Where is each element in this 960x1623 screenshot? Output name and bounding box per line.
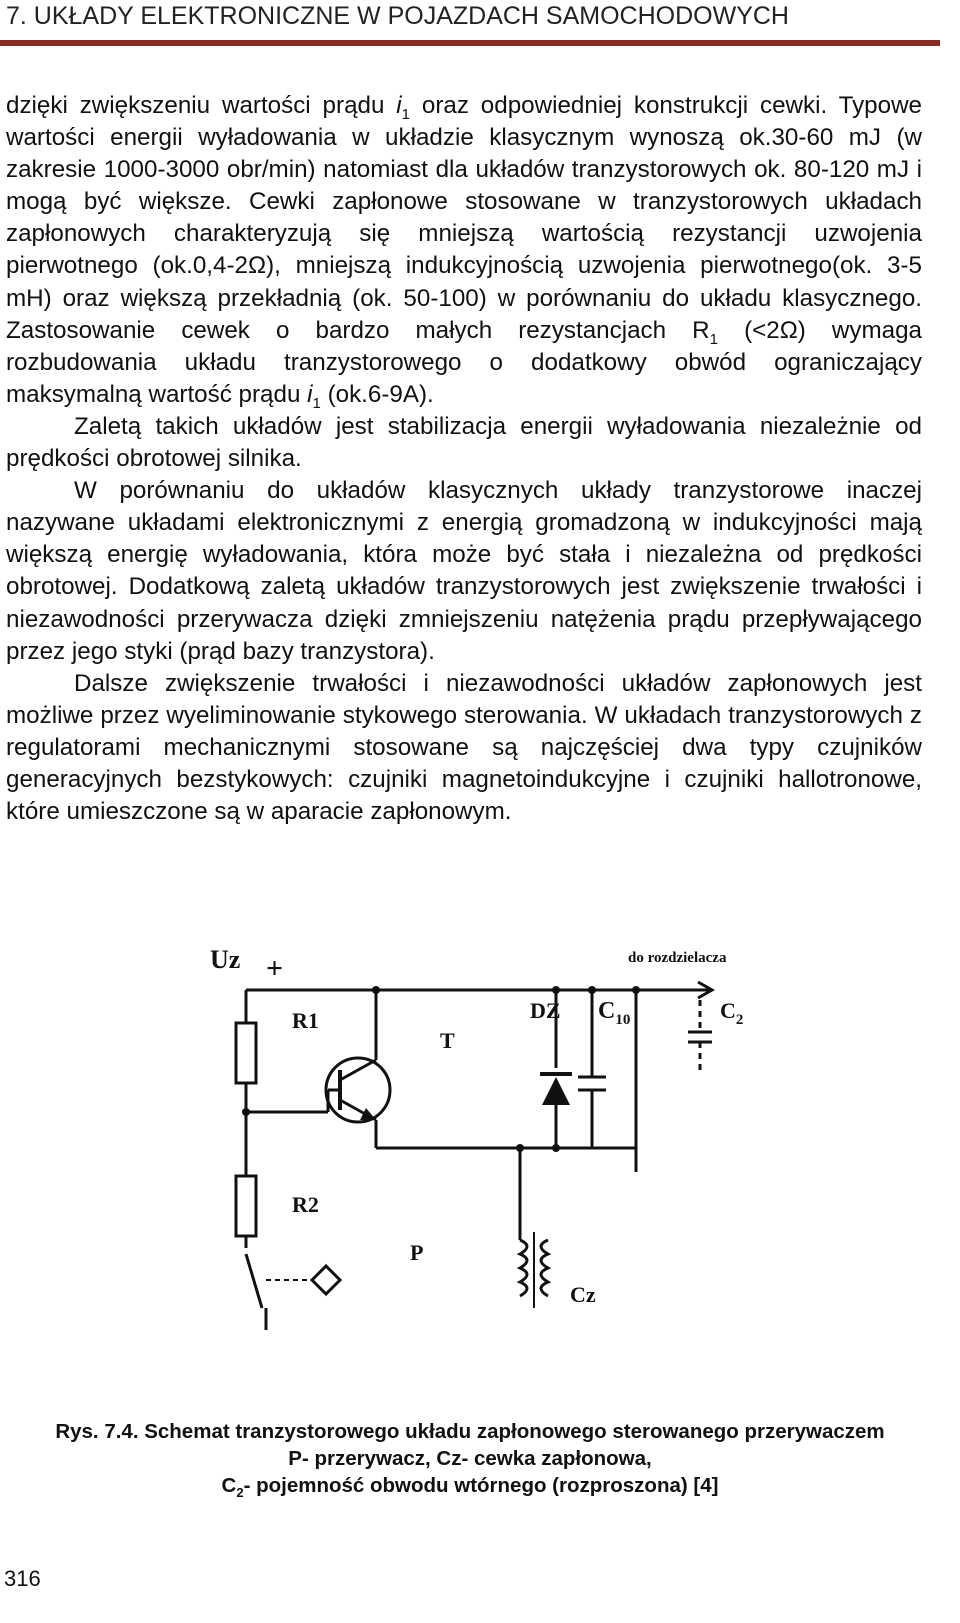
label-dz: DZ <box>530 998 561 1023</box>
header-rule <box>0 40 940 46</box>
label-t: T <box>440 1028 455 1053</box>
junction-zener-top <box>552 986 560 994</box>
ignition-circuit-diagram <box>200 940 760 1340</box>
label-c2: $C_2$ <box>720 998 744 1028</box>
label-c10: $C_{10}$ <box>598 998 631 1028</box>
breaker-contact <box>246 1254 262 1308</box>
label-r1: R1 <box>292 1008 319 1033</box>
label-p: P <box>410 1240 424 1265</box>
junction-r1 <box>242 1108 250 1116</box>
body-text <box>6 90 922 828</box>
figure-caption <box>0 1418 940 1499</box>
var-i1: i <box>396 92 402 119</box>
label-uz: Uz <box>210 945 241 974</box>
paragraph-2: Zaletą takich układów jest stabilizacja energii wyładowania niezależnie od prędkości obrotowej silnika. <box>6 412 922 473</box>
junction-collector <box>372 986 380 994</box>
coil-secondary <box>541 1240 548 1296</box>
var-i1-second: i <box>307 380 313 408</box>
label-cz: Cz <box>570 1282 596 1307</box>
junction-cap-top <box>588 986 596 994</box>
resistor-r2 <box>236 1176 256 1236</box>
coil-primary <box>520 1240 527 1296</box>
paragraph-1: dzięki zwiększeniu wartości prądu $i_1$ oraz odpowiedniej konstrukcji cewki. Typowe wartości energii wyładowania w układzie klasycznym wynoszą ok.30-60 mJ (w zakresie 1000-3000 obr/min) natomiast dla układów tranzystorowych ok. 80-120 mJ i mogą być większe. Cewki zapłonowe stosowane w tranzystorowych układach zapłonowych charakteryzują się mniejszą wartością rezystancji uzwojenia pierwotnego (ok.0,4-2Ω), mniejszą indukcyjnością uzwojenia pierwotnego(ok. 3-5 mH) oraz większą przekładnią (ok. 50-100) w porównaniu do układu klasycznego. Zastosowanie cewek o bardzo małych rezystancjach $R_1$ (<2Ω) wymaga rozbudowania układu tranzystorowego o dodatkowy obwód ograniczający maksymalną wartość prądu $i_1$ (ok.6-9A). <box>6 92 923 412</box>
zener-diode <box>542 1077 570 1105</box>
breaker-p-diamond <box>312 1266 340 1294</box>
paragraph-4: Dalsze zwiększenie trwałości i niezawodności układów zapłonowych jest możliwe przez wyeliminowanie stykowego sterowania. W układach tranzystorowych z regulatorami mechanicznymi stosowane są najczęściej dwa typy czujników generacyjnych bezstykowych: czujniki magnetoindukcyjne i czujniki hallotronowe, które umieszczone są w aparacie zapłonowym. <box>6 669 922 826</box>
junction-output <box>632 986 640 994</box>
caption-line-2: P- przerywacz, Cz- cewka zapłonowa, <box>288 1447 652 1470</box>
caption-line-1: Rys. 7.4. Schemat tranzystorowego układu zapłonowego sterowanego przerywaczem <box>55 1420 885 1443</box>
caption-line-3: $C_2-$ pojemność obwodu wtórnego (rozproszona) [4] <box>221 1474 719 1501</box>
label-plus: + <box>266 952 284 985</box>
page-number: 316 <box>4 1566 41 1591</box>
zener-bar <box>540 1072 572 1076</box>
label-distributor: do rozdzielacza <box>628 950 727 966</box>
label-r2: R2 <box>292 1192 319 1217</box>
resistor-r1 <box>236 1023 256 1083</box>
paragraph-3: W porównaniu do układów klasycznych układy tranzystorowe inaczej nazywane układami elektronicznymi z energią gromadzoną w indukcyjności mają większą energię wyładowania, która może być stała i niezależna od prędkości obrotowej. Dodatkową zaletą układów tranzystorowych jest zwiększenie trwałości i niezawodności przerywacza dzięki zmniejszeniu natężenia prądu przepływającego przez jego styki (prąd bazy tranzystora). <box>6 477 922 665</box>
junction-zener-bottom <box>552 1144 560 1152</box>
junction-coil <box>516 1144 524 1152</box>
running-header: 7. UKŁADY ELEKTRONICZNE W POJAZDACH SAMOCHODOWYCH <box>6 2 789 30</box>
